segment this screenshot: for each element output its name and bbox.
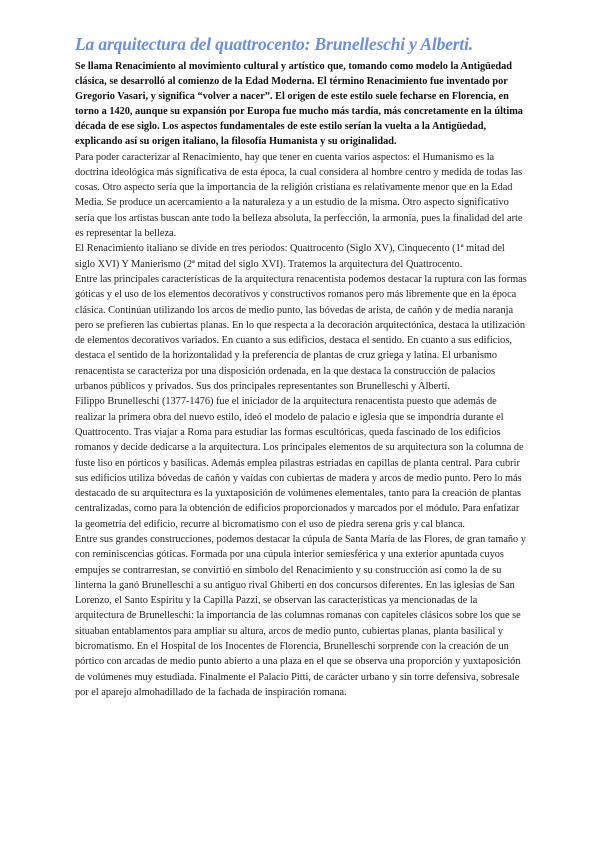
body-paragraph-periodos: El Renacimiento italiano se divide en tres periodos: Quattrocento (Siglo XV), Cinquecento (1ª mitad del siglo XVI) Y Manierismo (2ª mitad del siglo XVI). Tratemos la arquitectura del Quattrocento. [75,243,505,270]
body-paragraph-brunelleschi: Filippo Brunelleschi (1377-1476) fue el iniciador de la arquitectura renacentista puesto que además de realizar la primera obra del nuevo estilo, ideó el modelo de palacio e iglesia que se impondría durante el Quattrocento. Tras viajar a Roma para estudiar las formas escultóricas, queda fascinado de los edificios romanos y decide dedicarse a la arquitectura. Los principales elementos de su arquitectura son la columna de fuste liso en pórticos y basílicas. Además emplea pilastras estriadas en capillas de planta central. Para cubrir sus edificios utiliza bóvedas de cañón y vaídas con cubiertas de madera y arcos de medio punto. Pero lo más destacado de su arquitectura es la yuxtaposición de volúmenes elementales, tanto para la creación de plantas centralizadas, como para la obtención de edificios proporcionados y marcados por el módulo. Para enfatizar la geometría del edificio, recurre al bicromatismo con el uso de piedra serena gris y cal blanca. [75,396,524,530]
body-paragraph-humanismo: Para poder caracterizar al Renacimiento, hay que tener en cuenta varios aspectos: el Humanismo es la doctrina ideológica más significativa de esta época, la cual considera al hombre centro y medida de todas las cosas. Otro aspecto sería que la importancia de la religión cristiana es relativamente menor que en la Edad Media. Se produce un acercamiento a la naturaleza y a un estudio de la misma. Otro aspecto significativo sería que los artistas buscan ante todo la belleza absoluta, la perfección, la armonía, pues la finalidad del arte es representar la belleza. [75,151,523,240]
intro-paragraph: Se llama Renacimiento al movimiento cultural y artístico que, tomando como modelo la Antigüedad clásica, se desarrolló al comienzo de la Edad Moderna. El término Renacimiento fue inventado por Gregorio Vasari, y significa “volver a nacer”. El origen de este estilo suele fecharse en Florencia, en torno a 1420, aunque su expansión por Europa fue mucho más tardía, más concretamente en la última década de ese siglo. Los aspectos fundamentales de este estilo serían la vuelta a la Antigüedad, explicando así su origen italiano, la filosofía Humanista y su originalidad. [75,61,523,148]
document-title: La arquitectura del quattrocento: Brunelleschi y Alberti. [75,34,473,54]
body-paragraph-caracteristicas: Entre las principales características de la arquitectura renacentista podemos destacar la ruptura con las formas góticas y el uso de los elementos decorativos y constructivos romanos pero más libremente que en la época clásica. Continúan utilizando los arcos de medio punto, las bóvedas de arista, de cañón y de media naranja pero se prefieren las cubiertas planas. En lo que respecta a la decoración arquitectónica, destaca la utilización de elementos decorativos variados. En cuanto a sus edificios, destaca el sentido. En cuanto a sus edificios, destaca el sentido de la horizontalidad y la preferencia de plantas de cruz griega y latina. El urbanismo renacentista se caracteriza por una disposición ordenada, en la que destaca la construcción de palacios urbanos públicos y privados. Sus dos principales representantes son Brunelleschi y Alberti. [75,273,527,393]
body-paragraph-construcciones: Entre sus grandes construcciones, podemos destacar la cúpula de Santa María de las Flores, de gran tamaño y con reminiscencias góticas. Formada por una cúpula interior semiesférica y una exterior apuntada cuyos empujes se contrarrestan, se convirtió en símbolo del Renacimiento y su construcción así como la de su linterna la ganó Brunelleschi a su antiguo rival Ghiberti en dos concursos diferentes. En las iglesias de San Lorenzo, el Santo Espíritu y la Capilla Pazzi, se observan las características ya mencionadas de la arquitectura de Brunelleschi: la importancia de las columnas romanas con capiteles clásicos sobre los que se situaban entablamentos para ampliar su altura, arcos de medio punto, cubiertas planas, planta basilical y bicromatismo. En el Hospital de los Inocentes de Florencia, Brunelleschi sorprende con la creación de un pórtico con arcadas de medio punto abierto a una plaza en el que se observa una proporción y yuxtaposición de volúmenes muy estudiada. Finalmente el Palacio Pitti, de carácter urbano y sin torre defensiva, sobresale por el aparejo almohadillado de la fachada de inspiración romana. [75,533,526,698]
document-page [75,34,527,700]
